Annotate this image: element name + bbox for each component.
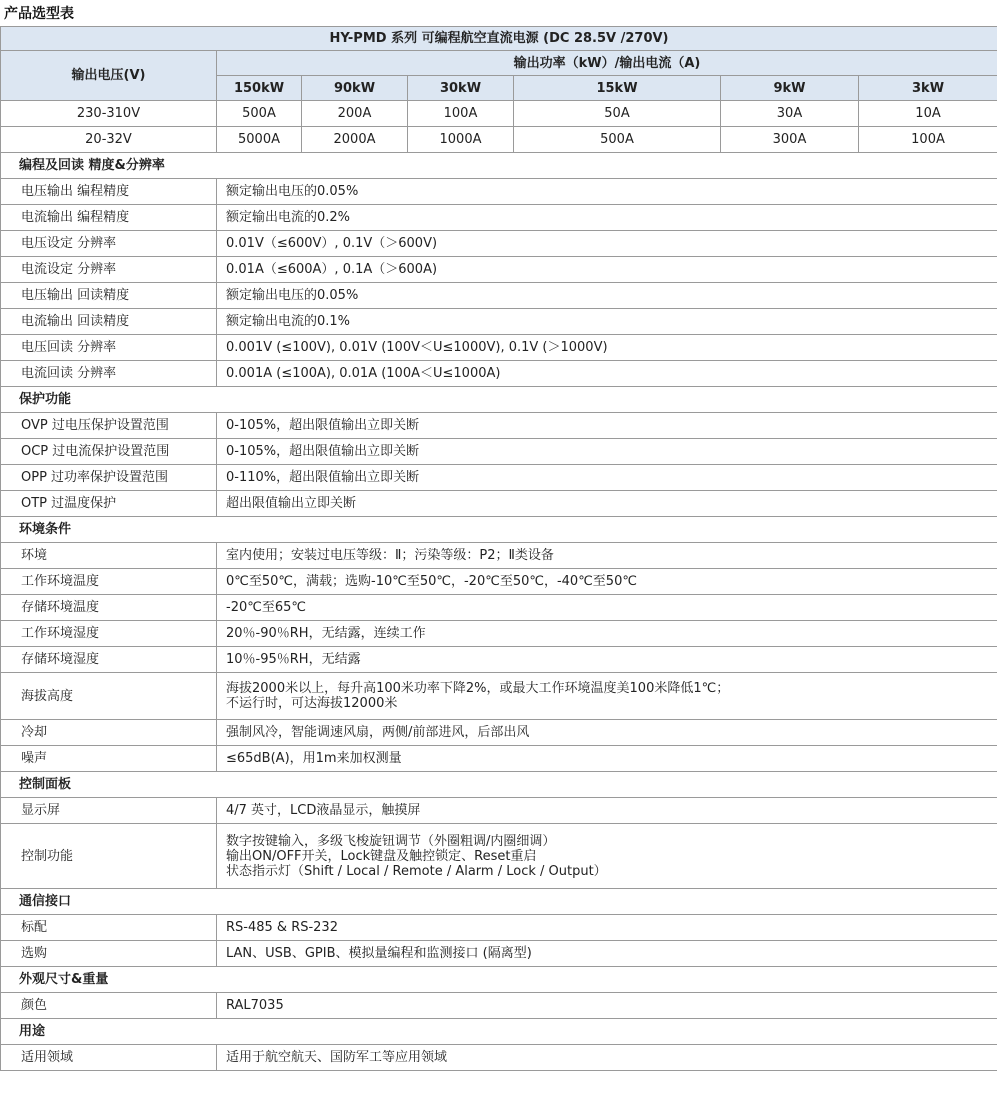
spec-label: 电流回读 分辨率 <box>1 361 217 387</box>
spec-row <box>1 647 997 673</box>
spec-value <box>217 798 997 824</box>
power-header: 3kW <box>859 76 997 101</box>
spec-value <box>217 993 997 1019</box>
model-row <box>1 101 997 127</box>
spec-value <box>217 309 997 335</box>
spec-label: 工作环境湿度 <box>1 621 217 647</box>
spec-value-line: 0℃至50℃，满载；选购-10℃至50℃，-20℃至50℃，-40℃至50℃ <box>226 574 637 589</box>
spec-value-line: 额定输出电压的0.05% <box>226 288 359 303</box>
spec-row <box>1 465 997 491</box>
spec-table-wrapper <box>0 26 997 1071</box>
spec-value <box>217 231 997 257</box>
spec-label: 存储环境温度 <box>1 595 217 621</box>
spec-value <box>217 746 997 772</box>
spec-row <box>1 543 997 569</box>
spec-label: 显示屏 <box>1 798 217 824</box>
spec-value-line: 0-105%，超出限值输出立即关断 <box>226 418 420 433</box>
spec-row <box>1 309 997 335</box>
spec-value <box>217 621 997 647</box>
spec-row <box>1 361 997 387</box>
model-current: 5000A <box>217 127 302 153</box>
spec-label: 冷却 <box>1 720 217 746</box>
model-current: 30A <box>721 101 859 127</box>
header-row <box>1 51 997 76</box>
spec-row <box>1 993 997 1019</box>
spec-row <box>1 205 997 231</box>
spec-value <box>217 824 997 889</box>
spec-value-line: 0.01A（≤600A）, 0.1A（＞600A) <box>226 262 438 277</box>
section-title: 外观尺寸&重量 <box>1 967 997 993</box>
model-current: 1000A <box>408 127 514 153</box>
spec-value-line: 0.001A (≤100A), 0.01A (100A＜U≤1000A) <box>226 366 501 381</box>
spec-value <box>217 335 997 361</box>
spec-row <box>1 283 997 309</box>
spec-value <box>217 439 997 465</box>
spec-row <box>1 231 997 257</box>
model-row <box>1 127 997 153</box>
spec-value <box>217 257 997 283</box>
table-title: HY-PMD 系列 可编程航空直流电源 (DC 28.5V /270V) <box>1 27 997 51</box>
power-header: 90kW <box>302 76 408 101</box>
spec-value-line: 强制风冷，智能调速风扇，两侧/前部进风，后部出风 <box>226 725 530 740</box>
spec-value <box>217 283 997 309</box>
spec-value-line: 额定输出电流的0.2% <box>226 210 351 225</box>
spec-row <box>1 1045 997 1071</box>
spec-value <box>217 647 997 673</box>
spec-label: 选购 <box>1 941 217 967</box>
spec-value-line: 20％-90％RH，无结露，连续工作 <box>226 626 426 641</box>
spec-row <box>1 824 997 889</box>
spec-label: 标配 <box>1 915 217 941</box>
section-title: 用途 <box>1 1019 997 1045</box>
spec-table <box>0 26 997 1071</box>
spec-value-line: -20℃至65℃ <box>226 600 306 615</box>
spec-value <box>217 1045 997 1071</box>
spec-label: 适用领域 <box>1 1045 217 1071</box>
spec-row <box>1 595 997 621</box>
spec-value-line: 室内使用；安装过电压等级：Ⅱ；污染等级：P2；Ⅱ类设备 <box>226 548 554 563</box>
power-current-header: 输出功率（kW）/输出电流（A) <box>217 51 997 76</box>
power-header: 15kW <box>514 76 721 101</box>
spec-label: 电流设定 分辨率 <box>1 257 217 283</box>
model-voltage: 230-310V <box>1 101 217 127</box>
model-current: 10A <box>859 101 997 127</box>
model-current: 100A <box>859 127 997 153</box>
spec-label: 控制功能 <box>1 824 217 889</box>
spec-value-line: 0.01V（≤600V）, 0.1V（＞600V) <box>226 236 438 251</box>
spec-row <box>1 491 997 517</box>
table-title-row <box>1 27 997 51</box>
spec-value-line: 4/7 英寸，LCD液晶显示，触摸屏 <box>226 803 421 818</box>
spec-row <box>1 335 997 361</box>
spec-value-line: 0-110%，超出限值输出立即关断 <box>226 470 420 485</box>
spec-value-line: 不运行时，可达海拔12000米 <box>226 696 398 711</box>
spec-row <box>1 179 997 205</box>
spec-label: OVP 过电压保护设置范围 <box>1 413 217 439</box>
section-title: 控制面板 <box>1 772 997 798</box>
spec-row <box>1 915 997 941</box>
spec-value <box>217 915 997 941</box>
spec-value-line: RAL7035 <box>226 998 284 1013</box>
section-header-row <box>1 387 997 413</box>
model-current: 100A <box>408 101 514 127</box>
spec-value-line: 适用于航空航天、国防军工等应用领域 <box>226 1050 448 1065</box>
spec-label: 颜色 <box>1 993 217 1019</box>
spec-value-line: RS-485 & RS-232 <box>226 920 338 935</box>
spec-label: 存储环境湿度 <box>1 647 217 673</box>
model-current: 50A <box>514 101 721 127</box>
spec-value <box>217 465 997 491</box>
section-title: 环境条件 <box>1 517 997 543</box>
spec-row <box>1 413 997 439</box>
model-current: 2000A <box>302 127 408 153</box>
spec-value-line: 额定输出电压的0.05% <box>226 184 359 199</box>
model-current: 500A <box>514 127 721 153</box>
spec-value-line: LAN、USB、GPIB、模拟量编程和监测接口 (隔离型) <box>226 946 532 961</box>
model-current: 200A <box>302 101 408 127</box>
spec-value-line: 0.001V (≤100V), 0.01V (100V＜U≤1000V), 0.1V (＞1000V) <box>226 340 608 355</box>
section-header-row <box>1 772 997 798</box>
spec-value <box>217 569 997 595</box>
spec-value <box>217 595 997 621</box>
spec-value <box>217 720 997 746</box>
spec-value <box>217 179 997 205</box>
spec-label: OPP 过功率保护设置范围 <box>1 465 217 491</box>
spec-row <box>1 257 997 283</box>
model-voltage: 20-32V <box>1 127 217 153</box>
section-header-row <box>1 967 997 993</box>
spec-row <box>1 720 997 746</box>
spec-row <box>1 746 997 772</box>
spec-value-line: 额定输出电流的0.1% <box>226 314 351 329</box>
spec-label: 环境 <box>1 543 217 569</box>
spec-label: 电流输出 回读精度 <box>1 309 217 335</box>
spec-label: 海拔高度 <box>1 673 217 720</box>
power-header: 9kW <box>721 76 859 101</box>
model-current: 500A <box>217 101 302 127</box>
spec-label: OCP 过电流保护设置范围 <box>1 439 217 465</box>
spec-value-line: 输出ON/OFF开关，Lock键盘及触控锁定、Reset重启 <box>226 848 537 864</box>
spec-row <box>1 569 997 595</box>
spec-value-line: ≤65dB(A)，用1m来加权测量 <box>226 751 402 766</box>
spec-value-line: 0-105%，超出限值输出立即关断 <box>226 444 420 459</box>
spec-label: OTP 过温度保护 <box>1 491 217 517</box>
power-header: 150kW <box>217 76 302 101</box>
voltage-header: 输出电压(V) <box>1 51 217 101</box>
section-title: 编程及回读 精度&分辨率 <box>1 153 997 179</box>
section-title: 保护功能 <box>1 387 997 413</box>
spec-value-line: 10％-95％RH，无结露 <box>226 652 361 667</box>
section-header-row <box>1 517 997 543</box>
section-header-row <box>1 1019 997 1045</box>
section-header-row <box>1 889 997 915</box>
spec-value <box>217 361 997 387</box>
spec-value <box>217 205 997 231</box>
spec-value-line: 超出限值输出立即关断 <box>226 496 357 511</box>
spec-value-line: 海拔2000米以上，每升高100米功率下降2%，或最大工作环境温度美100米降低1℃； <box>226 681 730 696</box>
spec-value-line: 状态指示灯（Shift / Local / Remote / Alarm / Lock / Output） <box>226 863 607 879</box>
spec-label: 电压回读 分辨率 <box>1 335 217 361</box>
spec-label: 噪声 <box>1 746 217 772</box>
spec-value <box>217 673 997 720</box>
model-current: 300A <box>721 127 859 153</box>
spec-label: 电压输出 编程精度 <box>1 179 217 205</box>
spec-value <box>217 941 997 967</box>
spec-row <box>1 621 997 647</box>
spec-label: 电流输出 编程精度 <box>1 205 217 231</box>
power-header: 30kW <box>408 76 514 101</box>
spec-row <box>1 941 997 967</box>
spec-label: 电压设定 分辨率 <box>1 231 217 257</box>
spec-label: 电压输出 回读精度 <box>1 283 217 309</box>
spec-row <box>1 673 997 720</box>
spec-label: 工作环境温度 <box>1 569 217 595</box>
spec-row <box>1 798 997 824</box>
section-title: 通信接口 <box>1 889 997 915</box>
spec-value <box>217 413 997 439</box>
spec-value-line: 数字按键输入，多级飞梭旋钮调节（外圈粗调/内圈细调） <box>226 833 556 849</box>
section-header-row <box>1 153 997 179</box>
spec-value <box>217 491 997 517</box>
spec-value <box>217 543 997 569</box>
page-title: 产品选型表 <box>4 6 74 22</box>
spec-row <box>1 439 997 465</box>
